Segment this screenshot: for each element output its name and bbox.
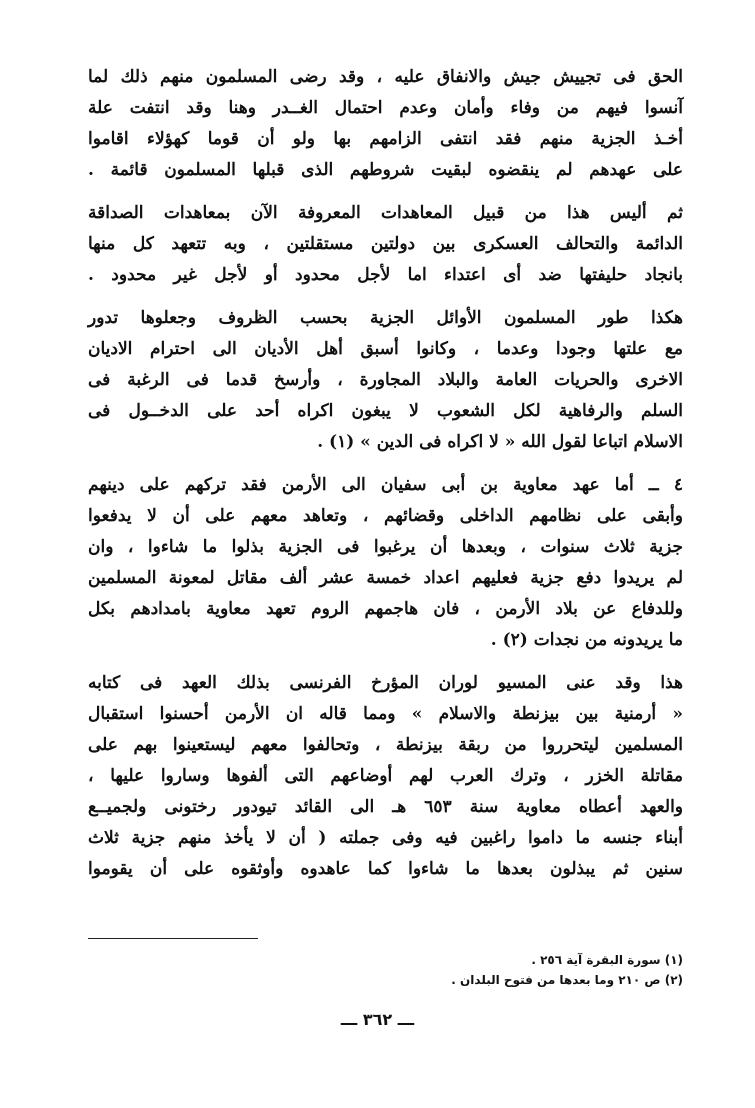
text-line: الدائمة والتحالف العسكرى بين دولتين مستقلتين ، وبه تتعهد كل منها	[88, 234, 683, 254]
text-line: وأبقى على نظامهم الداخلى وقضائهم ، وتعاهد معهم على أن لا يدفعوا	[88, 506, 683, 526]
text-line: الحق فى تجييش جيش والانفاق عليه ، وقد رضى المسلمون منهم ذلك لما	[88, 67, 683, 87]
paragraph-2	[88, 198, 683, 291]
text-line: آنسوا فيهم من وفاء وأمان وعدم احتمال الغــدر وهنا وقد انتفت علة	[88, 98, 683, 118]
paragraph-1	[88, 62, 683, 186]
footnotes	[300, 950, 683, 990]
text-line: مقاتلة الخزر ، وترك العرب لهم أوضاعهم التى ألفوها وساروا عليها ،	[88, 766, 683, 786]
text-line: بانجاد حليفتها ضد أى اعتداء اما لأجل محدود أو لأجل غير محدود .	[88, 265, 683, 285]
text-line: أبناء جنسه ما داموا راغبين فيه وفى جملته ( أن لا يأخذ منهم جزية ثلاث	[88, 828, 683, 848]
text-line: والعهد أعطاه معاوية سنة ٦٥٣ هـ الى القائد تيودور رختونى ولجميــع	[88, 797, 683, 817]
text-line: سنين ثم يبذلون بعدها ما شاءوا كما عاهدوه وأوثقوه على أن يقوموا	[88, 859, 683, 879]
text-line: ثم أليس هذا من قبيل المعاهدات المعروفة الآن بمعاهدات الصداقة	[88, 203, 683, 223]
paragraph-5	[88, 668, 683, 885]
footnote-divider	[88, 938, 258, 939]
footnote-2: (٢) ص ٢١٠ وما بعدها من فتوح البلدان .	[451, 973, 683, 987]
text-line: مع علتها وجودا وعدما ، وكانوا أسبق أهل الأديان الى احترام الاديان	[88, 339, 683, 359]
text-line: الاسلام اتباعا لقول الله « لا اكراه فى الدين » (١) .	[317, 432, 683, 452]
paragraph-3	[88, 303, 683, 458]
text-line: « أرمنية بين بيزنطة والاسلام » ومما قاله ان الأرمن أحسنوا استقبال	[88, 704, 683, 724]
text-line: أخـذ الجزية منهم فقد انتفى الزامهم بها ولو أن قوما كهؤلاء اقاموا	[88, 129, 683, 149]
text-line: السلم والرفاهية لكل الشعوب لا يبغون اكراه أحد على الدخــول فى	[88, 401, 683, 421]
paragraph-4	[88, 470, 683, 656]
page-number: ـــ ٣٦٢ ـــ	[340, 1010, 415, 1029]
text-line: هذا وقد عنى المسيو لوران المؤرخ الفرنسى بذلك العهد فى كتابه	[88, 673, 683, 693]
text-line: جزية ثلاث سنوات ، وبعدها أن يرغبوا فى الجزية بذلوا ما شاءوا ، وان	[88, 537, 683, 557]
text-line: ٤ ــ أما عهد معاوية بن أبى سفيان الى الأرمن فقد تركهم على دينهم	[88, 475, 683, 495]
text-line: الاخرى والحريات العامة والبلاد المجاورة ، وأرسخ قدما فى الرغبة فى	[88, 370, 683, 390]
text-line: لم يريدوا دفع جزية فعليهم اعداد خمسة عشر ألف مقاتل لمعونة المسلمين	[88, 568, 683, 588]
footnote-1: (١) سورة البقرة آية ٢٥٦ .	[531, 953, 683, 967]
page-body	[88, 62, 683, 885]
text-line: وللدفاع عن بلاد الأرمن ، فان هاجمهم الروم تعهد معاوية بامدادهم بكل	[88, 599, 683, 619]
text-line: على عهدهم لم ينقضوه لبقيت شروطهم الذى قبلها المسلمون قائمة .	[88, 160, 683, 180]
text-line: هكذا طور المسلمون الأوائل الجزية بحسب الظروف وجعلوها تدور	[88, 308, 683, 328]
text-line: ما يريدونه من نجدات (٢) .	[490, 630, 683, 650]
text-line: المسلمين ليتحرروا من ربقة بيزنطة ، وتحالفوا معهم ليستعينوا بهم على	[88, 735, 683, 755]
